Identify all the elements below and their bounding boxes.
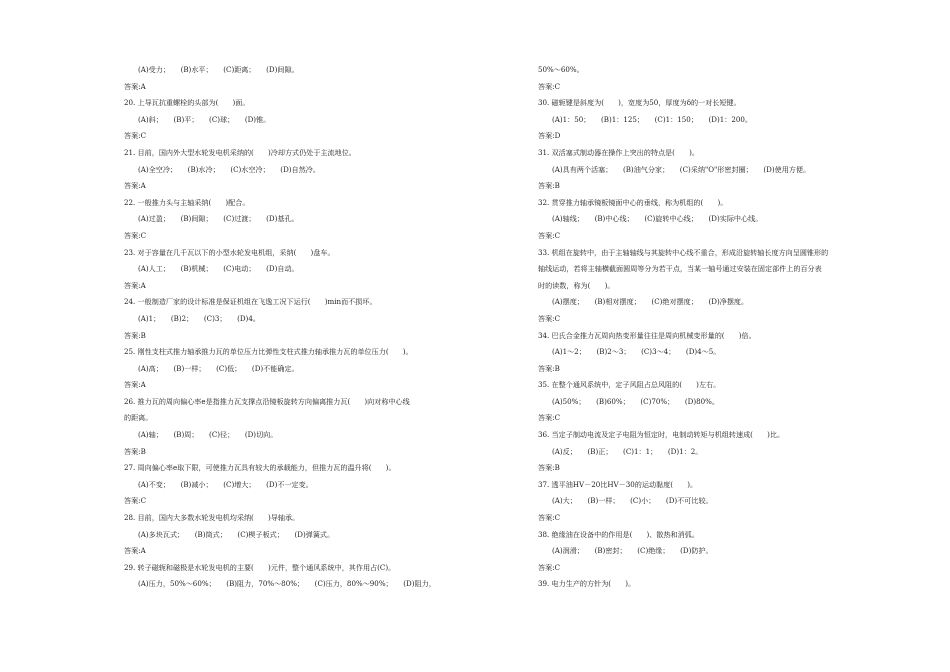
answer-line: 答案:C <box>538 230 561 240</box>
answer-line: 答案:C <box>124 131 147 141</box>
question-line: 轴线运动，若将主轴横截面圆周等分为若干点，当某一轴号通过安装在固定部件上的百分表 <box>538 264 822 274</box>
question-line: 50%～60%。 <box>538 65 584 74</box>
options-line: (A)反； (B)正； (C)1：1； (D)1：2。 <box>552 446 703 456</box>
question-line: 27. 周向偏心率e取下限，可使推力瓦具有较大的承载能力，但推力瓦的温升将( )。 <box>124 463 396 473</box>
options-line: (A)不变； (B)减小； (C)增大； (D)不一定变。 <box>138 479 313 489</box>
question-line: 23. 对于容量在几千瓦以下的小型水轮发电机组，采纳( )盘车。 <box>124 247 335 257</box>
options-line: (A)轴线； (B)中心线； (C)旋转中心线； (D)实际中心线。 <box>552 214 763 224</box>
options-line: (A)大； (B)一样； (C)小； (D)不可比较。 <box>552 496 713 506</box>
options-line: (A)摆度； (B)相对摆度； (C)绝对摆度； (D)净摆度。 <box>552 297 749 307</box>
options-line: (A)过盈； (B)间隙； (C)过渡； (D)基孔。 <box>138 214 299 224</box>
question-line: 28. 目前，国内大多数水轮发电机均采纳( )导轴承。 <box>124 513 300 523</box>
answer-line: 答案:A <box>124 380 146 390</box>
options-line: (A)人工； (B)机械； (C)电动； (D)自动。 <box>138 264 299 274</box>
question-line: 37. 透平油HV－20比HV－30的运动黏度( )。 <box>538 479 698 489</box>
options-line: (A)1～2； (B)2～3； (C)3～4； (D)4～5。 <box>552 347 721 357</box>
question-line: 的距离。 <box>124 413 153 423</box>
options-line: (A)全空冷； (B)水冷； (C)水空冷； (D)自然冷。 <box>138 164 320 174</box>
question-line: 32. 贯穿推力轴承镜板镜面中心的垂线，称为机组的( )。 <box>538 197 728 207</box>
options-line: (A)50%； (B)60%； (C)70%； (D)80%。 <box>552 396 719 406</box>
question-line: 26. 推力瓦的周向偏心率e是指推力瓦支撑点沿镜板旋转方向偏离推力瓦( )向对称中心线 <box>124 396 410 406</box>
answer-line: 答案:D <box>538 131 561 141</box>
answer-line: 答案:A <box>124 280 146 290</box>
options-line: (A)斜； (B)平； (C)球； (D)锥。 <box>138 114 271 124</box>
options-line: (A)轴； (B)周； (C)径； (D)切向。 <box>138 430 278 440</box>
question-line: 31. 双活塞式制动器在操作上突出的特点是( )。 <box>538 147 699 157</box>
answer-line: 答案:B <box>538 363 560 373</box>
options-line: (A)润滑； (B)密封； (C)绝缘； (D)防护。 <box>552 546 713 556</box>
left-column <box>124 62 489 593</box>
question-line: 20. 上导瓦抗重螺栓的头部为( )面。 <box>124 98 250 108</box>
answer-line: 答案:C <box>538 562 561 572</box>
options-line: (A)压力，50%～60%； (B)阻力，70%～80%； (C)压力，80%～90%； (D)阻力， <box>138 579 436 589</box>
answer-line: 答案:B <box>124 446 146 456</box>
question-line: 34. 巴氏合金推力瓦周向热变形量往往是周向机械变形量的( )倍。 <box>538 330 756 340</box>
question-line: 33. 机组在旋转中，由于主轴轴线与其旋转中心线不重合，形成沿旋转轴长度方向呈圆锥形的 <box>538 247 829 257</box>
options-line: (A)高； (B)一样； (C)低； (D)不能确定。 <box>138 363 299 373</box>
options-line: (A)受力； (B)水平； (C)距离； (D)间隙。 <box>138 65 299 74</box>
question-line: 35. 在整个通风系统中，定子风阻占总风阻的( )左右。 <box>538 380 721 390</box>
answer-line: 答案:A <box>124 546 146 556</box>
answer-line: 答案:B <box>538 463 560 473</box>
question-line: 30. 磁轭键是斜度为( )，宽度为50，厚度为δ的一对长短键。 <box>538 98 741 108</box>
answer-line: 答案:A <box>124 181 146 191</box>
answer-line: 答案:A <box>124 81 146 91</box>
options-line: (A)多块瓦式； (B)筒式； (C)楔子板式； (D)弹簧式。 <box>138 529 335 539</box>
answer-line: 答案:B <box>538 181 560 191</box>
question-line: 36. 当定子制动电流及定子电阻为恒定时，电制动转矩与机组转速成( )比。 <box>538 430 785 440</box>
question-line: 时的读数，称为( )。 <box>538 280 615 290</box>
options-line: (A)1：50； (B)1：125； (C)1：150； (D)1：200。 <box>552 114 752 124</box>
options-line: (A)1； (B)2； (C)3； (D)4。 <box>138 313 260 323</box>
question-line: 39. 电力生产的方针为( )。 <box>538 579 636 589</box>
question-line: 21. 目前，国内外大型水轮发电机采纳的( )冷却方式仍处于主流地位。 <box>124 147 356 157</box>
question-line: 38. 绝缘油在设备中的作用是( )、散热和消弧。 <box>538 529 699 539</box>
answer-line: 答案:B <box>124 330 146 340</box>
answer-line: 答案:C <box>538 413 561 423</box>
answer-line: 答案:C <box>124 496 147 506</box>
question-line: 24. 一般制造厂家的设计标准是保证机组在飞逸工况下运行( )min而不损坏。 <box>124 297 377 307</box>
question-line: 22. 一般推力头与主轴采纳( )配合。 <box>124 197 250 207</box>
answer-line: 答案:C <box>538 81 561 91</box>
options-line: (A)具有两个活塞； (B)油气分家； (C)采纳"O"形密封圈； (D)使用方便。 <box>552 164 811 174</box>
answer-line: 答案:C <box>538 513 561 523</box>
answer-line: 答案:C <box>124 230 147 240</box>
right-column <box>538 62 886 593</box>
question-line: 29. 转子磁轭和磁极是水轮发电机的主要( )元件，整个通风系统中，其作用占(C)。 <box>124 562 396 572</box>
question-line: 25. 刚性支柱式推力轴承推力瓦的单位压力比弹性支柱式推力轴承推力瓦的单位压力( )。 <box>124 347 413 357</box>
answer-line: 答案:C <box>538 313 561 323</box>
